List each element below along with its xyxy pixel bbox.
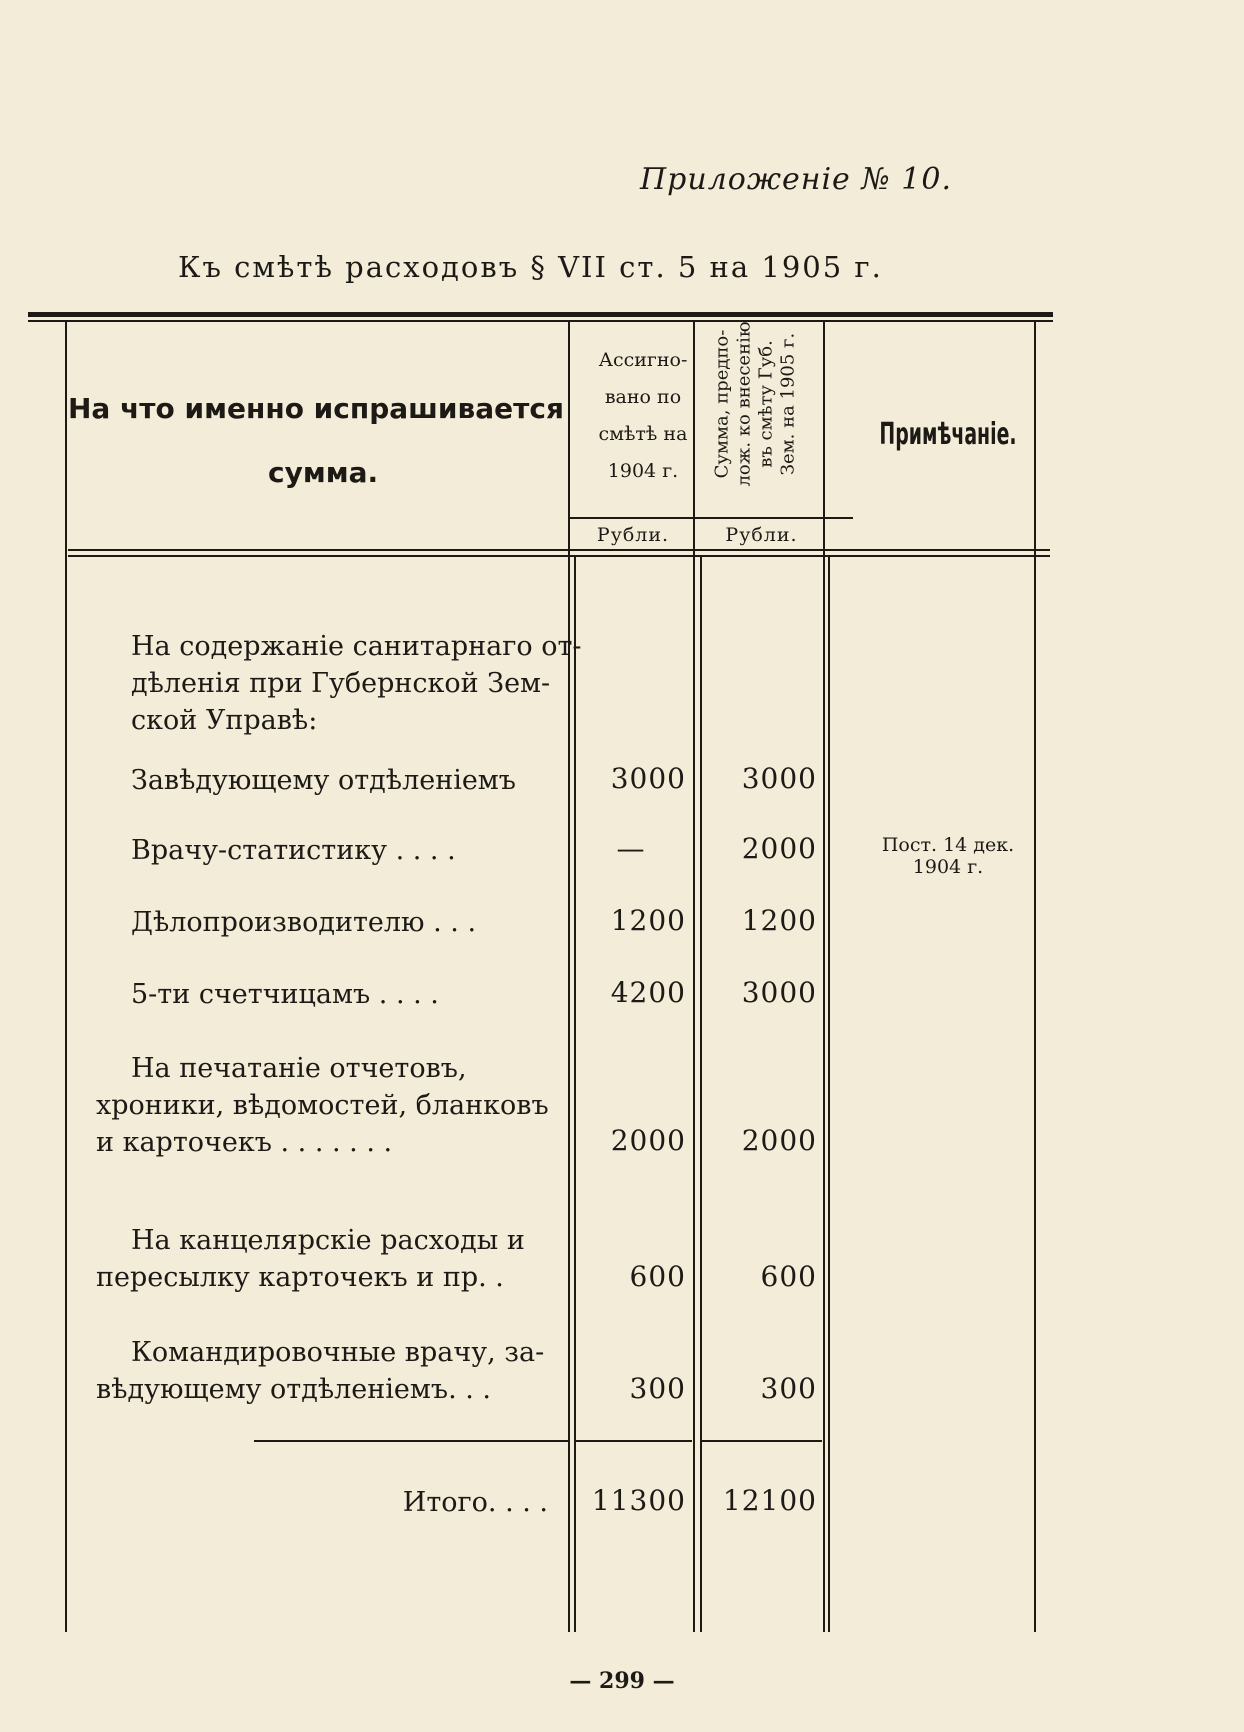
table-top-rule — [28, 312, 1053, 317]
row-note: Пост. 14 дек. 1904 г. — [881, 834, 1015, 878]
total-rule — [254, 1440, 570, 1442]
header-bottom-rule-2 — [68, 555, 1050, 557]
table-row-label: 5-ти счетчицамъ . . . . — [131, 979, 439, 1010]
purpose-header-line-1: На что именно испрашивается — [68, 392, 564, 425]
appendix-label: Приложеніе № 10. — [640, 162, 952, 197]
table-row-label: Врачу-статистику . . . . — [131, 835, 456, 866]
left-border — [65, 322, 67, 1632]
col-divider-2b — [700, 557, 702, 1632]
proposed-unit-label: Рубли. — [725, 524, 798, 546]
proposed-header-line: Сумма, предпо- — [711, 329, 733, 479]
expense-table — [28, 312, 1056, 1632]
row-label-line: и карточекъ . . . . . . . — [96, 1127, 393, 1158]
row-proposed-value: 3000 — [741, 976, 817, 1009]
purpose-column-header — [68, 377, 578, 505]
table-row-label — [96, 1222, 586, 1296]
row-label-line: Командировочные врачу, за- — [131, 1337, 545, 1368]
row-assigned-value: 1200 — [610, 904, 686, 937]
col-divider-2 — [693, 322, 695, 1632]
section-title-line: На содержаніе санитарнаго от- — [131, 631, 582, 662]
table-row-label: Дѣлопроизводителю . . . — [131, 907, 477, 938]
row-proposed-value: 2000 — [741, 832, 817, 865]
row-label-line: вѣдующему отдѣленіемъ. . . — [96, 1374, 491, 1405]
row-assigned-value: 300 — [629, 1372, 686, 1405]
proposed-header-line: лож. ко внесенію — [733, 321, 755, 487]
col-divider-3 — [823, 322, 825, 1632]
row-proposed-value: 600 — [760, 1260, 817, 1293]
row-assigned-value: 3000 — [610, 762, 686, 795]
total-rule — [702, 1440, 822, 1442]
row-assigned-value: 4200 — [610, 976, 686, 1009]
row-proposed-value: 2000 — [741, 1124, 817, 1157]
right-border — [1034, 322, 1036, 1632]
row-label-line: На канцелярскіе расходы и — [131, 1225, 525, 1256]
assigned-header-line: Ассигно- — [598, 349, 688, 371]
document-subtitle: Къ смѣтѣ расходовъ § VII ст. 5 на 1905 г. — [178, 250, 883, 284]
assigned-header-line: смѣтѣ на — [598, 423, 688, 445]
assigned-header-line: вано по — [604, 386, 682, 408]
total-rule — [576, 1440, 692, 1442]
table-row-label — [96, 1050, 586, 1161]
row-label-line: На печатаніе отчетовъ, — [131, 1053, 467, 1084]
table-top-rule-thin — [28, 320, 1053, 322]
row-assigned-value: — — [616, 832, 646, 865]
total-label: Итого. . . . — [402, 1487, 548, 1518]
table-row-label: Завѣдующему отдѣленіемъ — [131, 765, 516, 796]
row-proposed-value: 3000 — [741, 762, 817, 795]
row-assigned-value: 600 — [629, 1260, 686, 1293]
section-title-line: дѣленія при Губернской Зем- — [131, 668, 551, 699]
assigned-header-line: 1904 г. — [607, 460, 679, 482]
row-label-line: пересылку карточекъ и пр. . — [96, 1262, 504, 1293]
page-number: — 299 — — [569, 1668, 675, 1694]
purpose-header-line-2: сумма. — [268, 456, 379, 489]
proposed-header-line: Зем. на 1905 г. — [777, 332, 799, 476]
row-label-line: хроники, вѣдомостей, бланковъ — [96, 1090, 549, 1121]
note-column-header: Примѣчаніе. — [879, 417, 1017, 452]
section-title-line: ской Управѣ: — [131, 705, 318, 736]
assigned-unit-label: Рубли. — [596, 524, 670, 546]
row-proposed-value: 300 — [760, 1372, 817, 1405]
table-row-label — [96, 1334, 586, 1408]
row-proposed-value: 1200 — [741, 904, 817, 937]
col-divider-3b — [828, 557, 830, 1632]
total-proposed-value: 12100 — [722, 1484, 817, 1517]
header-bottom-rule — [68, 549, 1050, 551]
proposed-header-line: въ смѣту Губ. — [755, 340, 777, 468]
row-assigned-value: 2000 — [610, 1124, 686, 1157]
total-assigned-value: 11300 — [591, 1484, 686, 1517]
unit-separator-rule — [568, 517, 853, 519]
proposed-column-header — [668, 321, 843, 487]
section-title — [96, 628, 586, 739]
